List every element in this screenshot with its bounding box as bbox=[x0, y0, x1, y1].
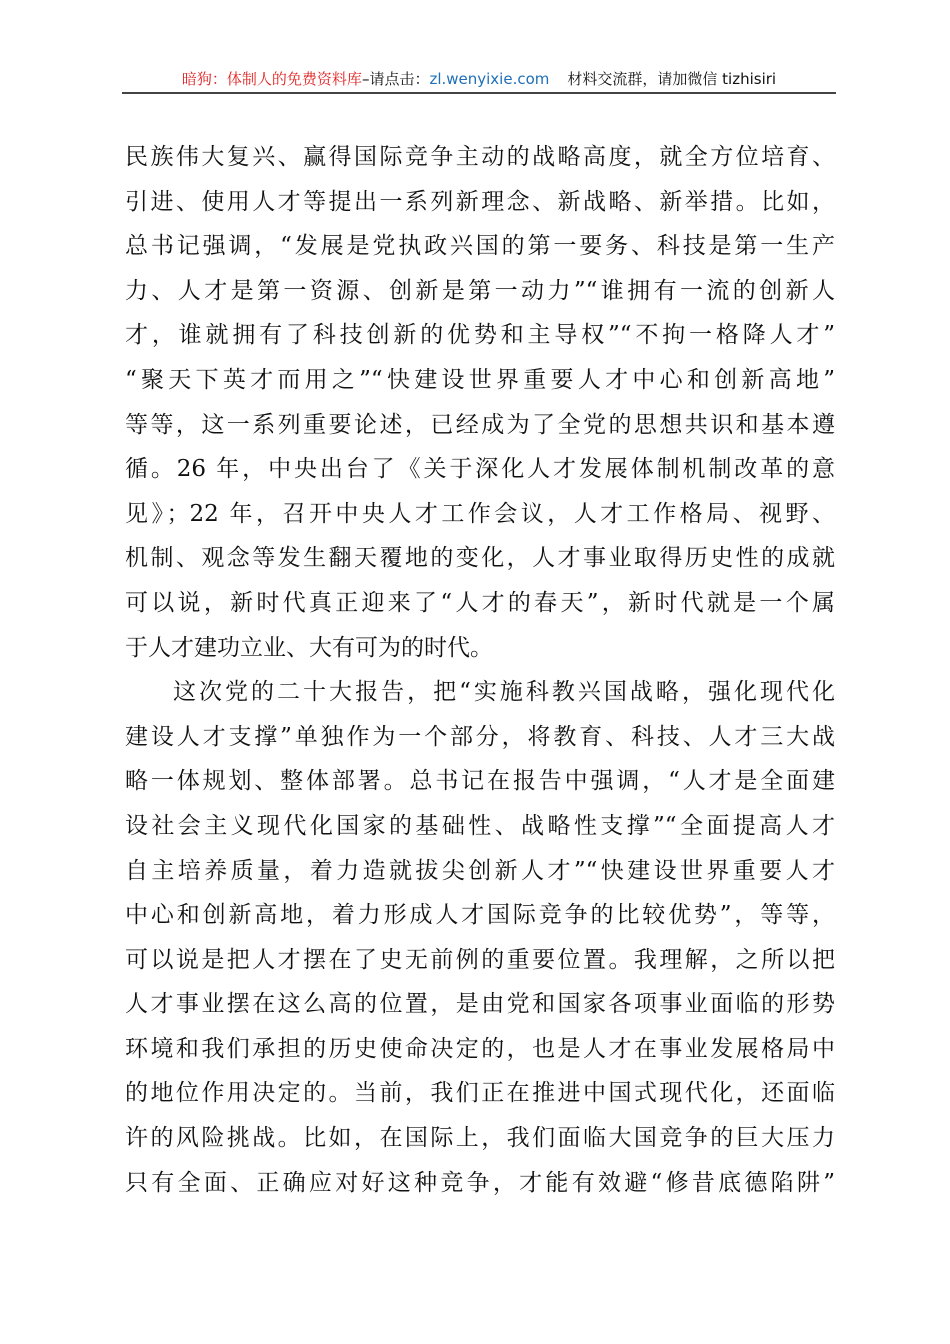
group-contact-text: 材料交流群，请加微信 tizhisiri bbox=[567, 70, 777, 88]
paragraph-2-line: 许的风险挑战。比如，在国际上，我们面临大国竞争的巨大压力 bbox=[125, 1125, 835, 1152]
paragraph-2-line: 自主培养质量，着力造就拔尖创新人才”“快建设世界重要人才 bbox=[125, 857, 835, 884]
site-name: 暗狗：体制人的免费资料库 bbox=[181, 70, 362, 88]
paragraph-2-line: 的地位作用决定的。当前，我们正在推进中国式现代化，还面临 bbox=[125, 1080, 835, 1107]
paragraph-2-line: 只有全面、正确应对好这种竞争，才能有效避“修昔底德陷阱” bbox=[125, 1169, 835, 1196]
paragraph-2-line: 设社会主义现代化国家的基础性、战略性支撑”“全面提高人才 bbox=[125, 812, 835, 839]
paragraph-1-line: 机制、观念等发生翻天覆地的变化，人才事业取得历史性的成就 bbox=[125, 545, 835, 572]
paragraph-1-line: 总书记强调，“发展是党执政兴国的第一要务、科技是第一生产 bbox=[125, 233, 835, 260]
paragraph-2-line: 略一体规划、整体部署。总书记在报告中强调，“人才是全面建 bbox=[125, 768, 835, 795]
paragraph-1-line: 力、人才是第一资源、创新是第一动力”“谁拥有一流的创新人 bbox=[125, 277, 835, 304]
paragraph-1-line: 民族伟大复兴、赢得国际竞争主动的战略高度，就全方位培育、 bbox=[125, 144, 835, 170]
page-header bbox=[122, 68, 836, 89]
paragraph-1-line: 等等，这一系列重要论述，已经成为了全党的思想共识和基本遵 bbox=[125, 411, 835, 438]
paragraph-1-line: 引进、使用人才等提出一系列新理念、新战略、新举措。比如， bbox=[125, 188, 835, 215]
site-url-link[interactable]: zl.wenyixie.com bbox=[429, 70, 550, 88]
paragraph-2-line: 中心和创新高地，着力形成人才国际竞争的比较优势”，等等， bbox=[125, 902, 835, 929]
click-prompt: –请点击： bbox=[361, 70, 430, 88]
header-divider bbox=[122, 92, 836, 94]
paragraph-1-line: 可以说，新时代真正迎来了“人才的春天”，新时代就是一个属 bbox=[125, 589, 835, 616]
paragraph-2-line: 环境和我们承担的历史使命决定的，也是人才在事业发展格局中 bbox=[125, 1035, 835, 1062]
paragraph-2-line: 这次党的二十大报告，把“实施科教兴国战略，强化现代化 bbox=[173, 679, 835, 706]
paragraph-1-line: 才，谁就拥有了科技创新的优势和主导权”“不拘一格降人才” bbox=[125, 322, 835, 349]
paragraph-1-line: 循。26 年，中央出台了《关于深化人才发展体制机制改革的意 bbox=[125, 456, 835, 483]
paragraph-1-line: 于人才建功立业、大有可为的时代。 bbox=[125, 634, 493, 661]
paragraph-1-line: 见》；22 年，召开中央人才工作会议，人才工作格局、视野、 bbox=[125, 500, 835, 527]
document-body bbox=[125, 135, 835, 1205]
paragraph-2-line: 可以说是把人才摆在了史无前例的重要位置。我理解，之所以把 bbox=[125, 946, 835, 973]
paragraph-1-line: “聚天下英才而用之”“快建设世界重要人才中心和创新高地” bbox=[125, 366, 835, 393]
paragraph-2-line: 人才事业摆在这么高的位置，是由党和国家各项事业面临的形势 bbox=[125, 991, 835, 1018]
paragraph-2-line: 建设人才支撑”单独作为一个部分，将教育、科技、人才三大战 bbox=[125, 723, 835, 750]
